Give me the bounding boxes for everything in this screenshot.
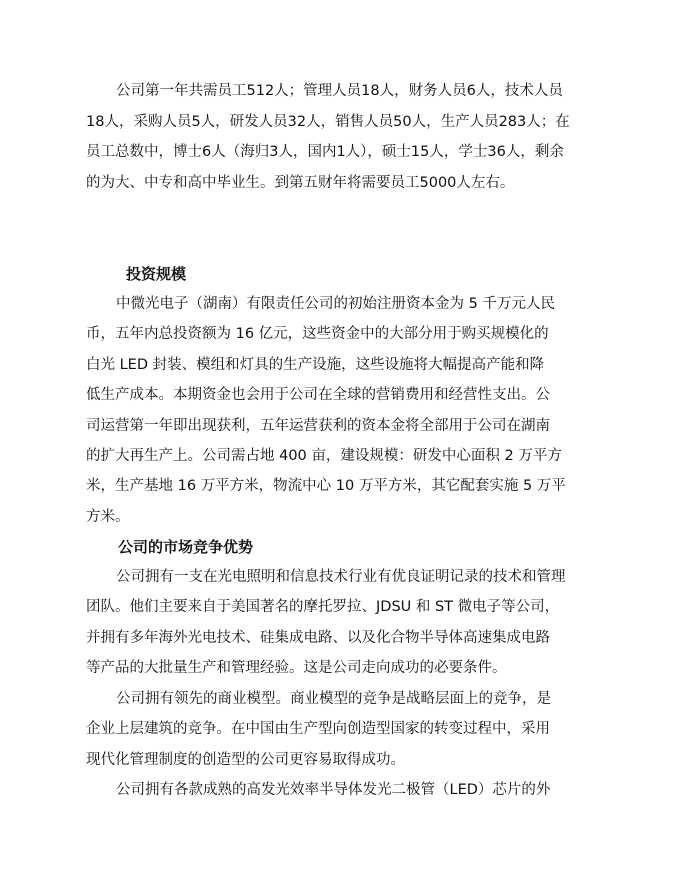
text-line: 中微光电子（湖南）有限责任公司的初始注册资本金为 5 千万元人民 xyxy=(116,296,555,312)
text-line: 方米。 xyxy=(86,508,130,525)
text-line: 并拥有多年海外光电技术、硅集成电路、以及化合物半导体高速集成电路 xyxy=(86,629,550,646)
business-model-paragraph xyxy=(86,684,596,775)
text-line: 现代化管理制度的创造型的公司更容易取得成功。 xyxy=(86,751,405,768)
text-line: 18人，采购人员5人，研发人员32人，销售人员50人，生产人员283人；在 xyxy=(86,113,570,130)
team-paragraph xyxy=(86,562,596,684)
text-line: 的扩大再生产上。公司需占地 400 亩，建设规模：研发中心面积 2 万平方 xyxy=(86,448,562,465)
text-line: 公司拥有领先的商业模型。商业模型的竞争是战略层面上的竞争，是 xyxy=(116,691,551,707)
text-line: 员工总数中，博士6人（海归3人，国内1人），硕士15人，学士36人，剩余 xyxy=(86,144,564,160)
text-line: 的为大、中专和高中毕业生。到第五财年将需要员工5000人左右。 xyxy=(86,174,515,191)
text-line: 企业上层建筑的竞争。在中国由生产型向创造型国家的转变过程中，采用 xyxy=(86,721,550,738)
text-line: 米，生产基地 16 万平方米，物流中心 10 万平方米，其它配套实施 5 万平 xyxy=(86,478,566,495)
text-line: 团队。他们主要来自于美国著名的摩托罗拉、JDSU 和 ST 微电子等公司， xyxy=(86,599,560,616)
text-line: 币，五年内总投资额为 16 亿元，这些资金中的大部分用于购买规模化的 xyxy=(86,326,549,343)
text-line: 司运营第一年即出现获利，五年运营获利的资本金将全部用于公司在湖南 xyxy=(86,417,550,434)
led-chip-paragraph xyxy=(86,775,596,805)
investment-heading: 投资规模 xyxy=(126,265,187,283)
text-line: 等产品的大批量生产和管理经验。这是公司走向成功的必要条件。 xyxy=(86,660,507,677)
text-line: 低生产成本。本期资金也会用于公司在全球的营销费用和经营性支出。公 xyxy=(86,387,550,404)
text-line: 白光 LED 封装、模组和灯具的生产设施，这些设施将大幅提高产能和降 xyxy=(86,356,545,373)
staffing-paragraph xyxy=(86,76,596,198)
investment-paragraph xyxy=(86,289,596,532)
text-line: 公司拥有一支在光电照明和信息技术行业有优良证明记录的技术和管理 xyxy=(116,569,566,585)
text-line: 公司拥有各款成熟的高发光效率半导体发光二极管（LED）芯片的外 xyxy=(116,782,551,798)
market-advantage-heading: 公司的市场竞争优势 xyxy=(118,538,254,556)
text-line: 公司第一年共需员工512人；管理人员18人，财务人员6人，技术人员 xyxy=(116,83,563,99)
